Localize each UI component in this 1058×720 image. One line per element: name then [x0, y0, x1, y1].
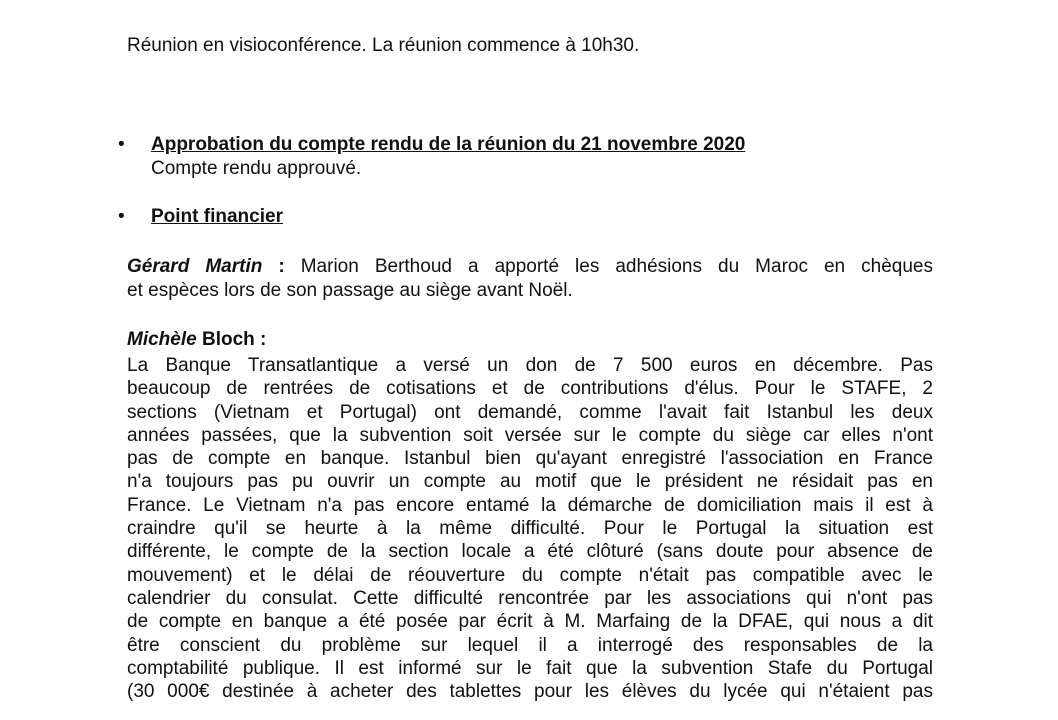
- speaker2-paragraph: [127, 354, 933, 703]
- speaker2-name-italic: Michèle: [127, 329, 197, 350]
- paragraph-line: comptabilité publique. Il est informé sur le fait que la subvention Stafe du Portugal: [127, 657, 933, 679]
- paragraph-line: craindre qu'il se heurte à la même difficulté. Pour le Portugal la situation est: [127, 518, 933, 540]
- speaker1-text-line2: et espèces lors de son passage au siège avant Noël.: [127, 280, 573, 301]
- paragraph-line: n'a toujours pas pu ouvrir un compte au motif que le président ne résidait pas en: [127, 471, 933, 493]
- speaker2-name-rest: Bloch :: [196, 329, 267, 350]
- speaker1-text-line1: Marion Berthoud a apporté les adhésions du Maroc en chèques: [300, 256, 933, 277]
- speaker1-name: Gérard Martin: [127, 256, 263, 277]
- paragraph-line: beaucoup de rentrées de cotisations et de contributions d'élus. Pour le STAFE, 2: [127, 378, 933, 400]
- bullet-1: •: [118, 134, 125, 155]
- paragraph-line: La Banque Transatlantique a versé un don de 7 500 euros en décembre. Pas: [127, 355, 933, 376]
- paragraph-line: France. Le Vietnam n'a pas encore entamé la démarche de domiciliation mais il est à: [127, 494, 933, 516]
- paragraph-line: différente, le compte de la section locale a été clôturé (sans doute pour absence de: [127, 541, 933, 563]
- paragraph-line: sections (Vietnam et Portugal) ont demandé, comme l'avait fait Istanbul les deux: [127, 401, 933, 423]
- paragraph-line: être conscient du problème sur lequel il a interrogé des responsables de la: [127, 634, 933, 656]
- intro-text: Réunion en visioconférence. La réunion commence à 10h30.: [127, 35, 640, 56]
- paragraph-line: mouvement) et le délai de réouverture du compte n'était pas compatible avec le: [127, 564, 933, 586]
- speaker1-line1: [127, 255, 933, 279]
- paragraph-line: pas de compte en banque. Istanbul bien qu'ayant enregistré l'association en France: [127, 448, 933, 470]
- paragraph-line: années passées, que la subvention soit versée sur le compte du siège car elles n'ont: [127, 424, 933, 446]
- paragraph-line: (30 000€ destinée à acheter des tablettes pour les élèves du lycée qui n'étaient pas: [127, 681, 933, 703]
- bullet-2: •: [118, 206, 125, 227]
- paragraph-line: de compte en banque a été posée par écrit à M. Marfaing de la DFAE, qui nous a dit: [127, 611, 933, 633]
- approval-text: Compte rendu approuvé.: [151, 158, 362, 179]
- speaker2-name: [127, 328, 933, 352]
- speaker1-sep: :: [262, 256, 301, 277]
- paragraph-line: calendrier du consulat. Cette difficulté rencontrée par les associations qui n'ont pas: [127, 587, 933, 609]
- heading-financial: Point financier: [151, 206, 283, 227]
- heading-approval: Approbation du compte rendu de la réunion du 21 novembre 2020: [151, 134, 746, 155]
